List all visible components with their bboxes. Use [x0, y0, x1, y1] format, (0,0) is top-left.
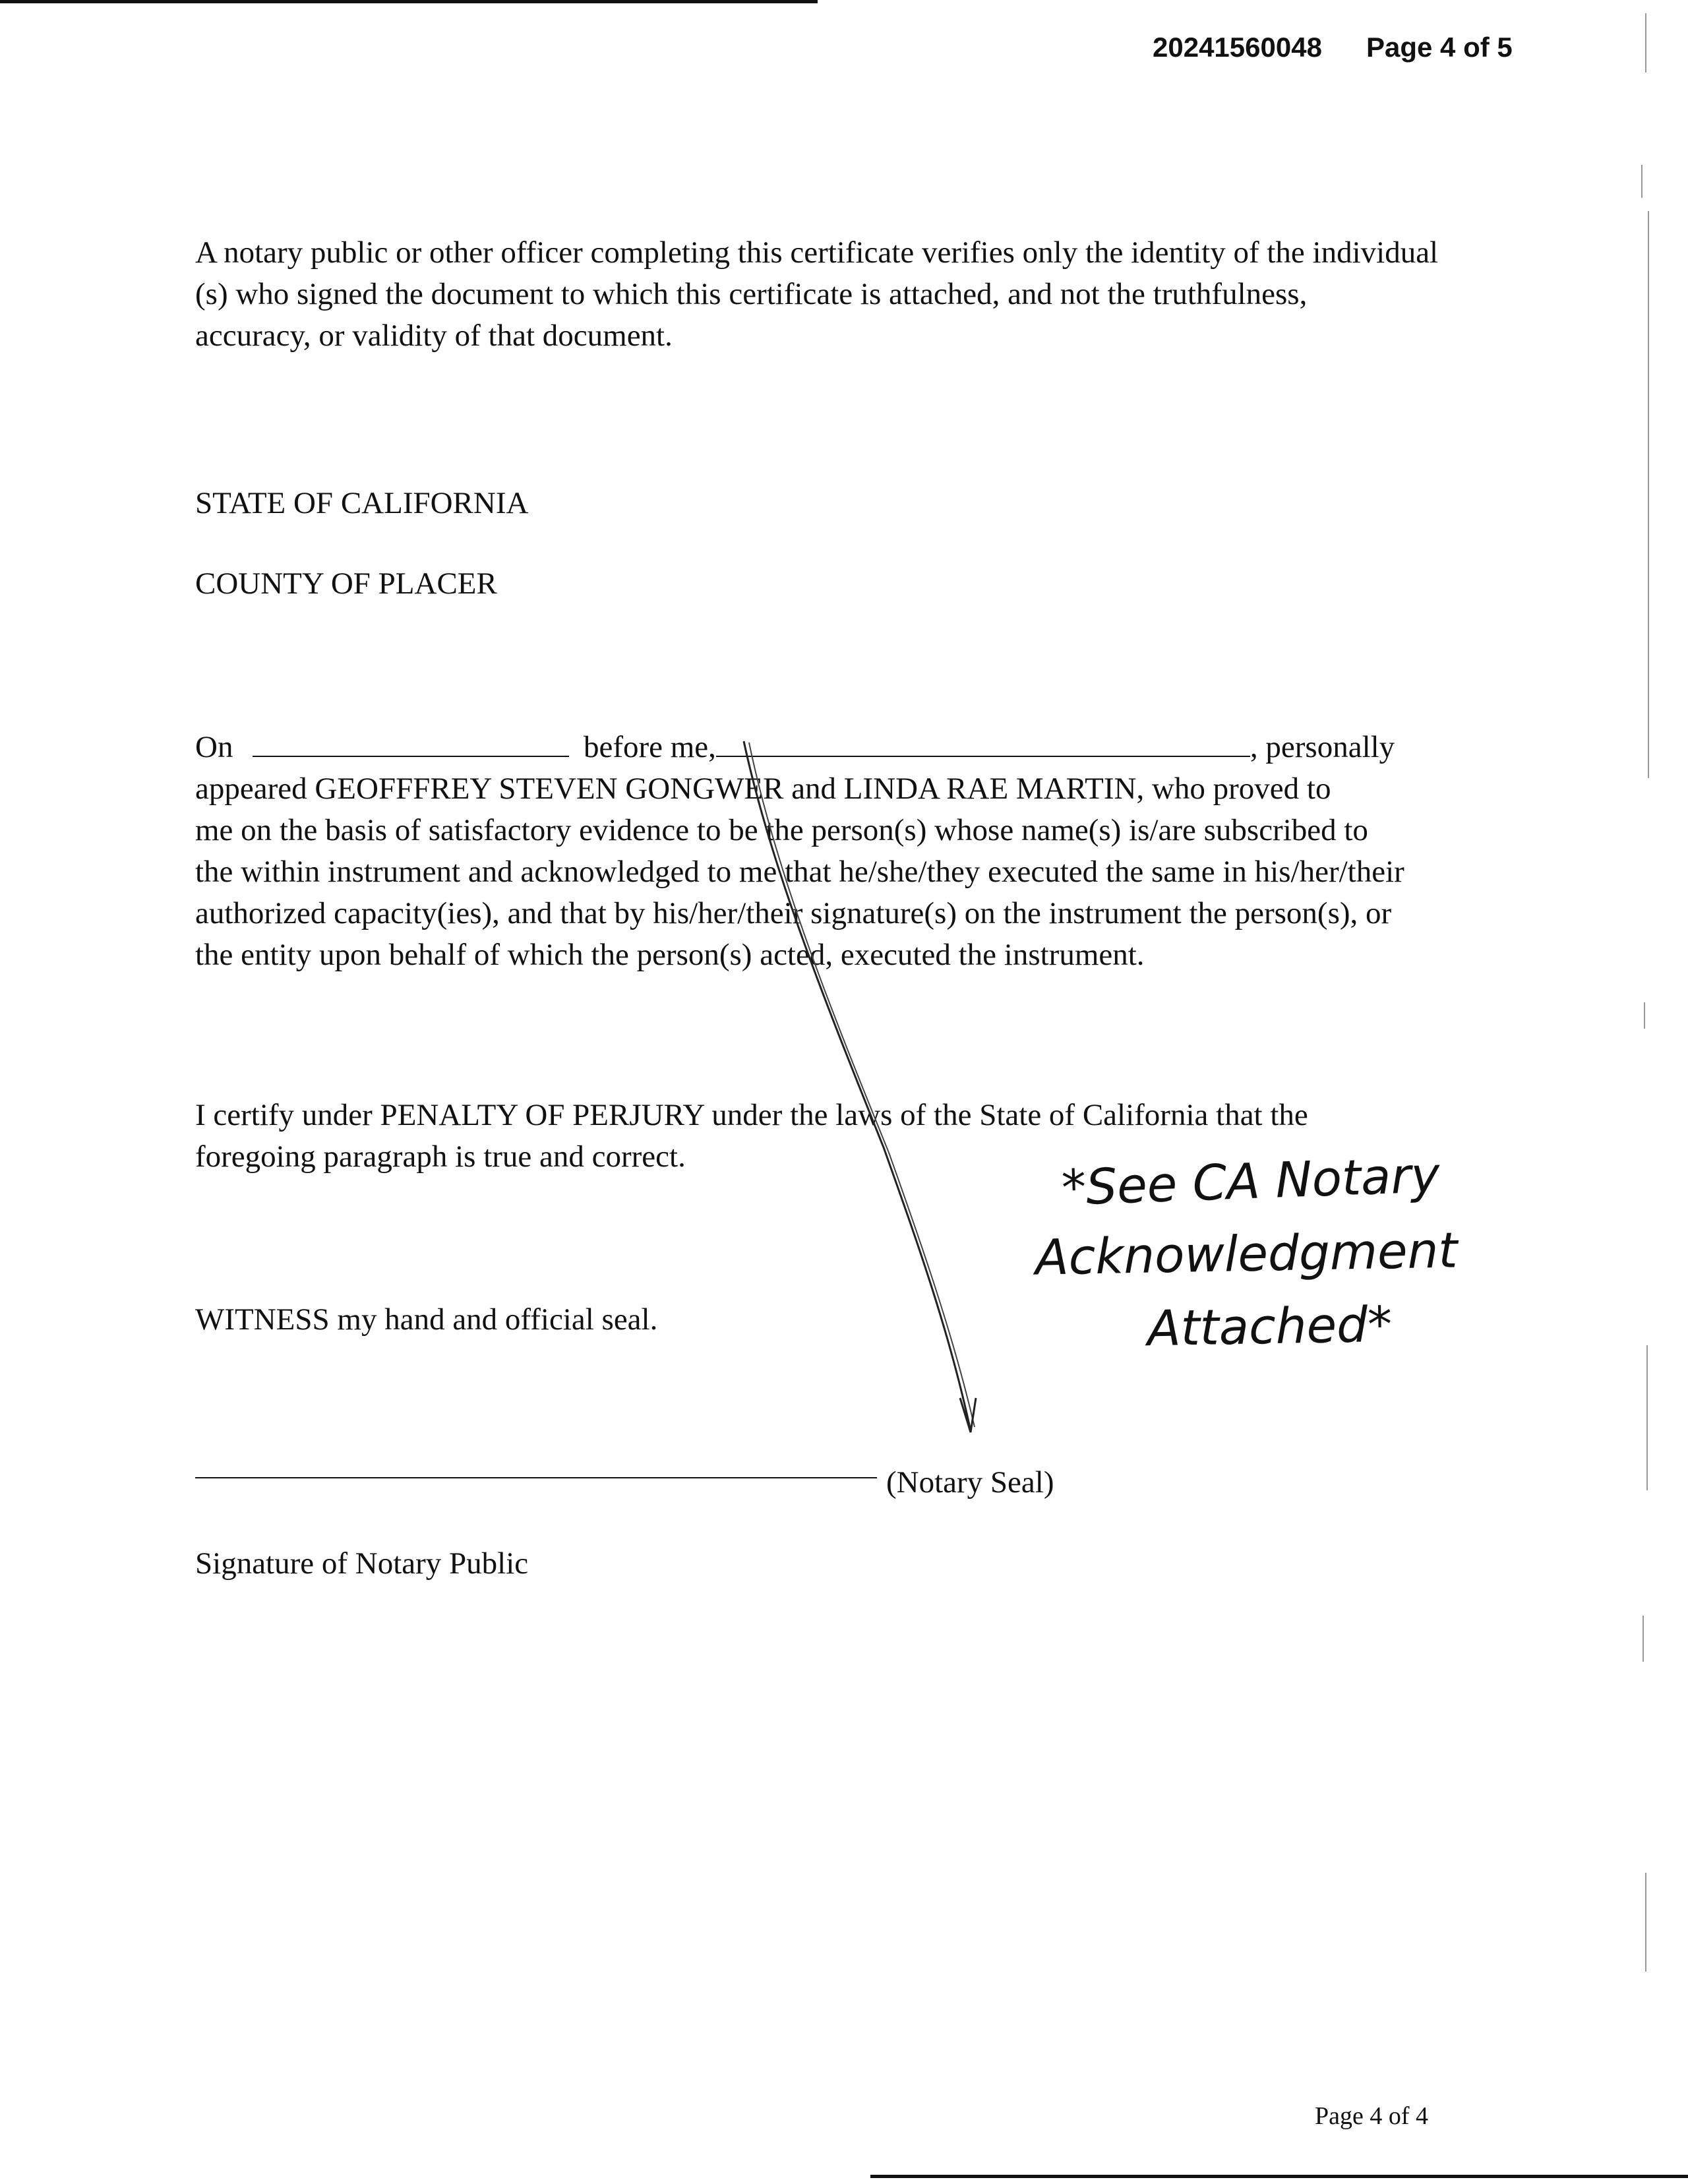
personally-label: , personally [1250, 730, 1395, 764]
scan-edge-noise [1633, 0, 1659, 2184]
certify-line: I certify under PENALTY OF PERJURY under the laws of the State of California that the [195, 1098, 1308, 1132]
certify-line: foregoing paragraph is true and correct. [195, 1139, 686, 1174]
on-label: On [195, 730, 233, 764]
notary-seal-label: (Notary Seal) [886, 1465, 1054, 1500]
handwritten-note-line: Attached* [1147, 1296, 1393, 1358]
handwritten-note [1029, 1147, 1556, 1411]
before-me-label: before me, [583, 730, 716, 764]
acknowledgment-line: the entity upon behalf of which the person(s) acted, executed the instrument. [195, 938, 1145, 972]
header-page-label: Page 4 of 5 [1366, 32, 1513, 63]
handwritten-strike-line [725, 739, 989, 1438]
footer-page-number: Page 4 of 4 [1315, 2102, 1429, 2130]
acknowledgment-line: me on the basis of satisfactory evidence to be the person(s) whose name(s) is/are subscribed to [195, 813, 1368, 847]
notary-signature-line [195, 1477, 877, 1478]
scan-border-top [0, 0, 818, 3]
handwritten-note-line: Acknowledgment [1035, 1222, 1459, 1287]
acknowledgment-line: the within instrument and acknowledged to me that he/she/they executed the same in his/her/their [195, 855, 1404, 889]
disclaimer-line: (s) who signed the document to which this certificate is attached, and not the truthfulness, [195, 277, 1308, 311]
scan-border-bottom [870, 2175, 1688, 2178]
acknowledgment-line: appeared GEOFFFREY STEVEN GONGWER and LINDA RAE MARTIN, who proved to [195, 772, 1331, 806]
disclaimer-line: accuracy, or validity of that document. [195, 318, 673, 353]
acknowledgment-line: authorized capacity(ies), and that by his/her/their signature(s) on the instrument the person(s), or [195, 896, 1392, 930]
signature-label: Signature of Notary Public [195, 1546, 529, 1581]
witness-statement: WITNESS my hand and official seal. [195, 1302, 658, 1337]
document-number: 20241560048 [1153, 32, 1322, 63]
state-venue: STATE OF CALIFORNIA [195, 486, 529, 520]
disclaimer-line: A notary public or other officer completing this certificate verifies only the identity of the individual [195, 235, 1439, 270]
handwritten-note-line: *See CA Notary [1060, 1147, 1441, 1217]
county-venue: COUNTY OF PLACER [195, 566, 497, 601]
date-blank [253, 729, 569, 757]
